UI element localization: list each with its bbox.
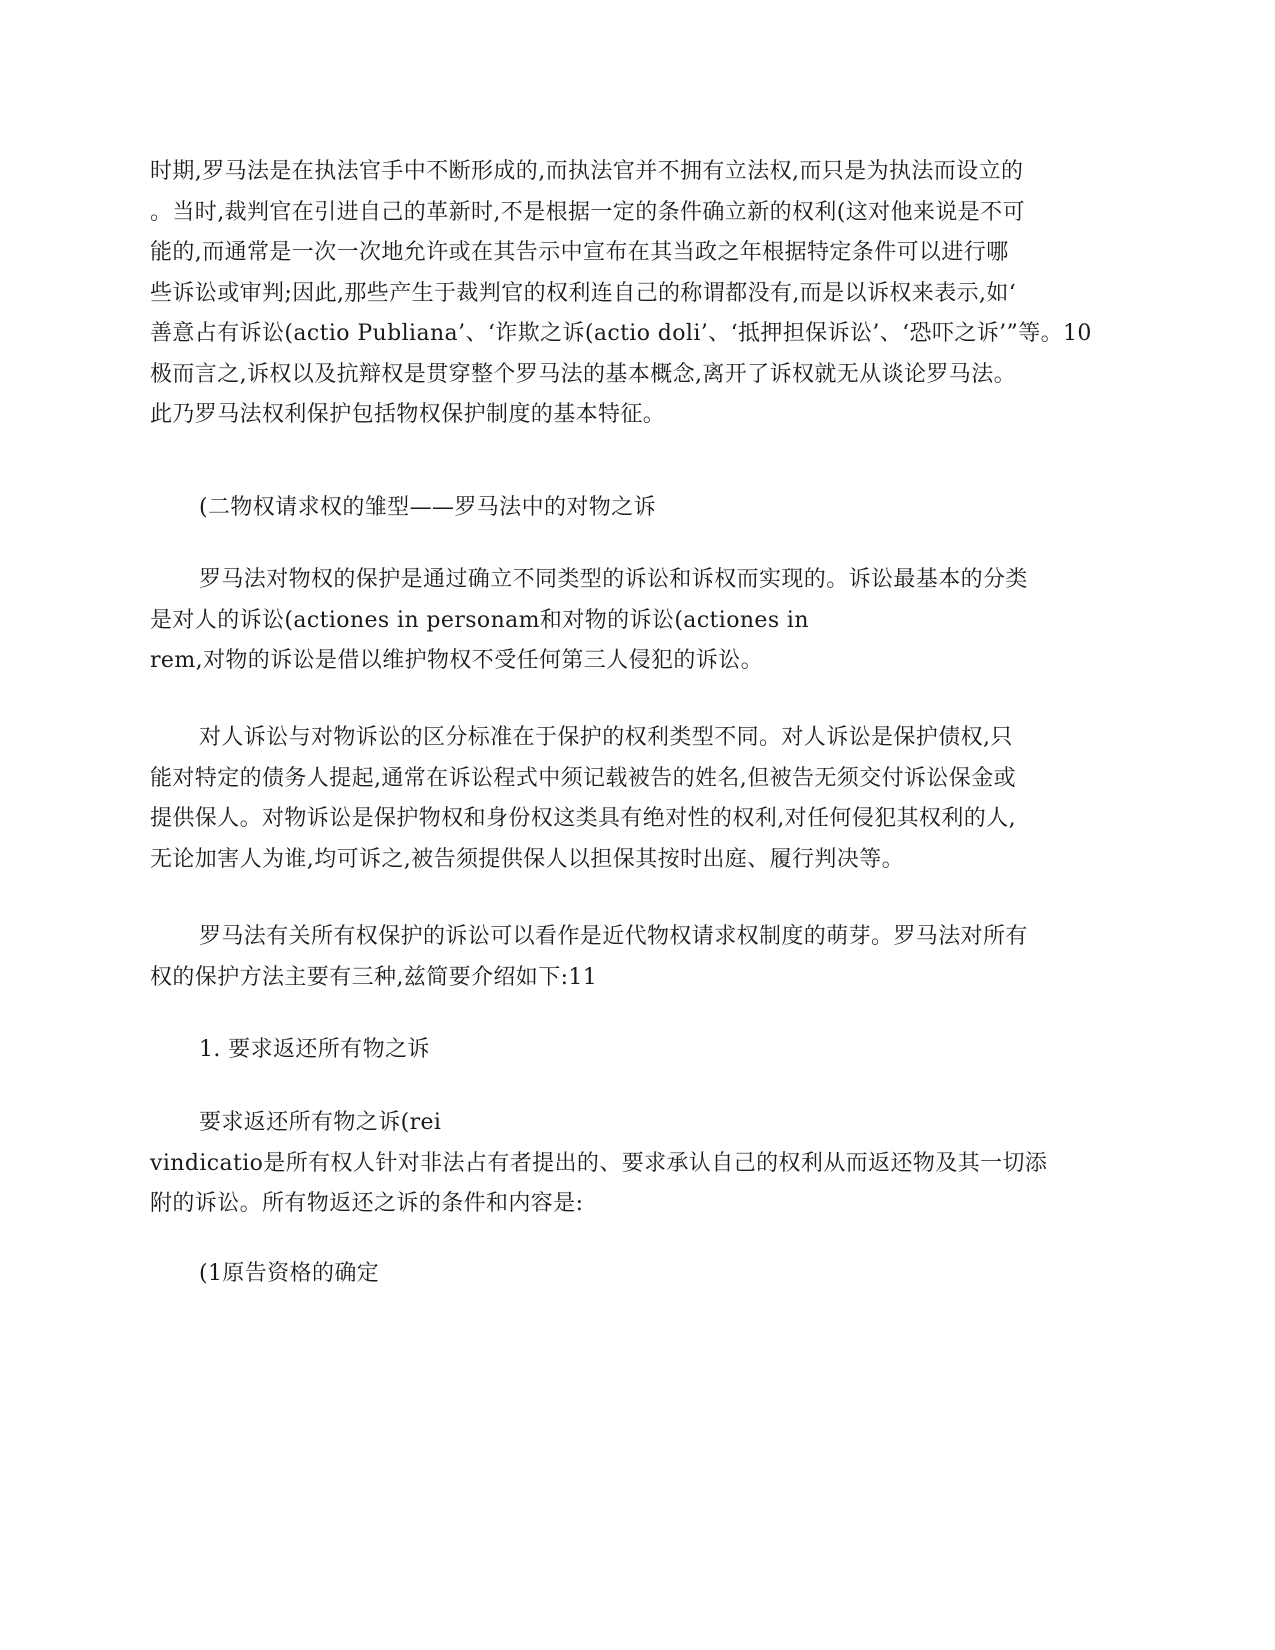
text-line: 时期,罗马法是在执法官手中不断形成的,而执法官并不拥有立法权,而只是为执法而设立的 [150,159,1024,184]
text-line: 。当时,裁判官在引进自己的革新时,不是根据一定的条件确立新的权利(这对他来说是不可 [150,199,1025,225]
paragraph-rei-vindicatio [150,1103,1130,1225]
text-line: 是对人的诉讼(actiones in personam和对物的诉讼(actiones in [150,607,809,633]
heading-text: 1. 要求返还所有物之诉 [199,1037,430,1062]
text-line: 善意占有诉讼(actio Publiana’、‘诈欺之诉(actio doli’、‘抵押担保诉讼’、‘恐吓之诉’”等。10 [150,321,1092,346]
text-line: 要求返还所有物之诉(rei [199,1110,442,1135]
paragraph-actions-classification [150,560,1130,682]
item-heading [150,1030,1130,1071]
text-line: 能对特定的债务人提起,通常在诉讼程式中须记载被告的姓名,但被告无须交付诉讼保金或 [150,765,1016,791]
sub-item-heading [150,1254,1130,1295]
heading-text: (1原告资格的确定 [199,1261,380,1286]
text-line: 对人诉讼与对物诉讼的区分标准在于保护的权利类型不同。对人诉讼是保护债权,只 [199,725,1013,750]
text-line: 罗马法对物权的保护是通过确立不同类型的诉讼和诉权而实现的。诉讼最基本的分类 [199,567,1028,592]
text-line: 罗马法有关所有权保护的诉讼可以看作是近代物权请求权制度的萌芽。罗马法对所有 [199,924,1028,949]
text-line: 权的保护方法主要有三种,兹简要介绍如下:11 [150,964,598,990]
heading-text: (二物权请求权的雏型——罗马法中的对物之诉 [199,495,656,520]
text-line: 些诉讼或审判;因此,那些产生于裁判官的权利连自己的称谓都没有,而是以诉权来表示,如‘ [150,280,1017,306]
section-heading [150,488,1130,529]
text-line: rem,对物的诉讼是借以维护物权不受任何第三人侵犯的诉讼。 [150,648,763,673]
text-line: 此乃罗马法权利保护包括物权保护制度的基本特征。 [150,402,666,427]
paragraph-ownership-protection [150,917,1130,998]
text-line: 附的诉讼。所有物返还之诉的条件和内容是: [150,1191,584,1216]
text-line: 能的,而通常是一次一次地允许或在其告示中宣布在其当政之年根据特定条件可以进行哪 [150,240,1009,265]
text-line: 提供保人。对物诉讼是保护物权和身份权这类具有绝对性的权利,对任何侵犯其权利的人, [150,806,1016,831]
text-line: 极而言之,诉权以及抗辩权是贯穿整个罗马法的基本概念,离开了诉权就无从谈论罗马法。 [150,361,1016,387]
text-line: vindicatio是所有权人针对非法占有者提出的、要求承认自己的权利从而返还物及其一切添 [150,1150,1048,1176]
paragraph-intro [150,152,1130,436]
text-line: 无论加害人为谁,均可诉之,被告须提供保人以担保其按时出庭、履行判决等。 [150,846,904,872]
paragraph-distinction [150,718,1130,880]
